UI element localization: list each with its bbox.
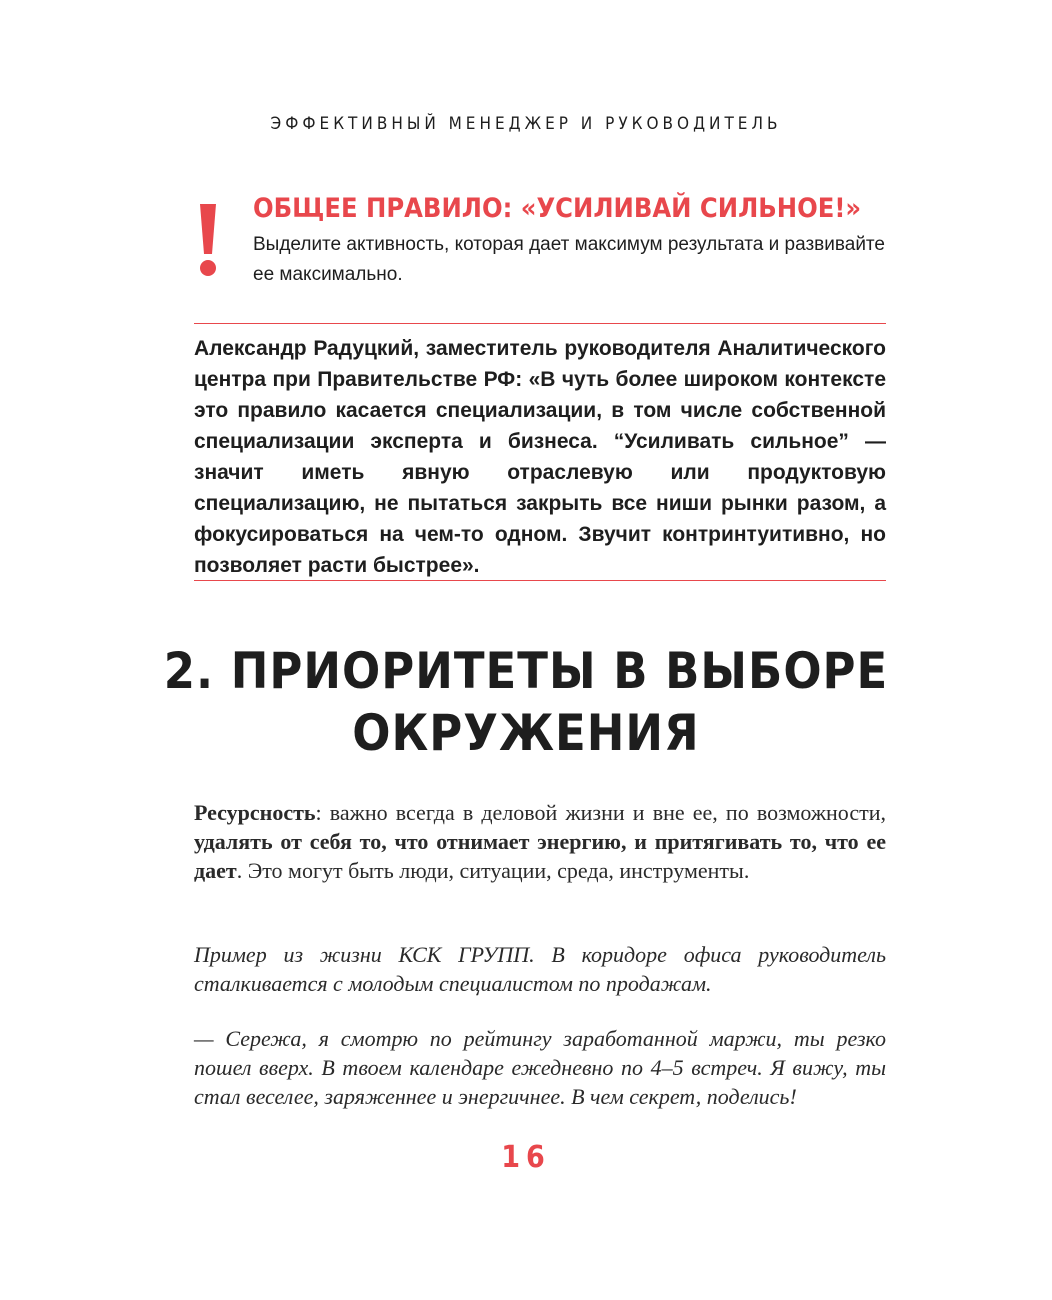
term-resourcefulness: Ресурсность: [194, 800, 316, 825]
rule-callout: [253, 192, 893, 290]
p1-text-b: . Это могут быть люди, ситуации, среда, инструменты.: [236, 858, 750, 883]
p1-text-a: : важно всегда в деловой жизни и вне ее, по возможности,: [315, 800, 886, 825]
expert-quote: Александр Радуцкий, заместитель руководителя Аналитического центра при Правительстве РФ: «В чуть более широком контексте это правило касается специализации, в том числе собственной специализации эксперта и бизнеса. “Усиливать сильное” — значит иметь явную отраслевую или продуктовую специализацию, не пытаться закрыть все ниши рынки разом, а фокусироваться на чем-то одном. Звучит контринтуитивно, но позволяет расти быстрее».: [194, 337, 886, 577]
running-header: ЭФФЕКТИВНЫЙ МЕНЕДЖЕР И РУКОВОДИТЕЛЬ: [270, 114, 782, 134]
paragraph-example: Пример из жизни КСК ГРУПП. В коридоре офиса руководитель сталкивается с молодым специалистом по продажам.: [194, 942, 886, 996]
paragraph-resourcefulness: [194, 798, 886, 885]
page-number: 16: [501, 1140, 551, 1175]
paragraph-dialogue: — Сережа, я смотрю по рейтингу заработанной маржи, ты резко пошел вверх. В твоем календаре ежедневно по 4–5 встреч. Я вижу, ты стал веселее, заряженнее и энергичнее. В чем секрет, поделись!: [194, 1026, 886, 1109]
chapter-title: [0, 640, 1052, 764]
exclamation-icon: [192, 200, 224, 280]
divider-top: [194, 323, 886, 324]
chapter-title-line2: ОКРУЖЕНИЯ: [352, 704, 700, 762]
p1-emphasis: удалять от себя то, что отнимает энергию, и притягивать то, что ее дает: [194, 829, 886, 883]
chapter-title-line1: 2. ПРИОРИТЕТЫ В ВЫБОРЕ: [163, 642, 889, 700]
divider-bottom: [194, 580, 886, 581]
rule-text: Выделите активность, которая дает максимум результата и развивайте ее максимально.: [253, 234, 885, 285]
rule-title: ОБЩЕЕ ПРАВИЛО: «УСИЛИВАЙ СИЛЬНОЕ!»: [253, 193, 862, 224]
